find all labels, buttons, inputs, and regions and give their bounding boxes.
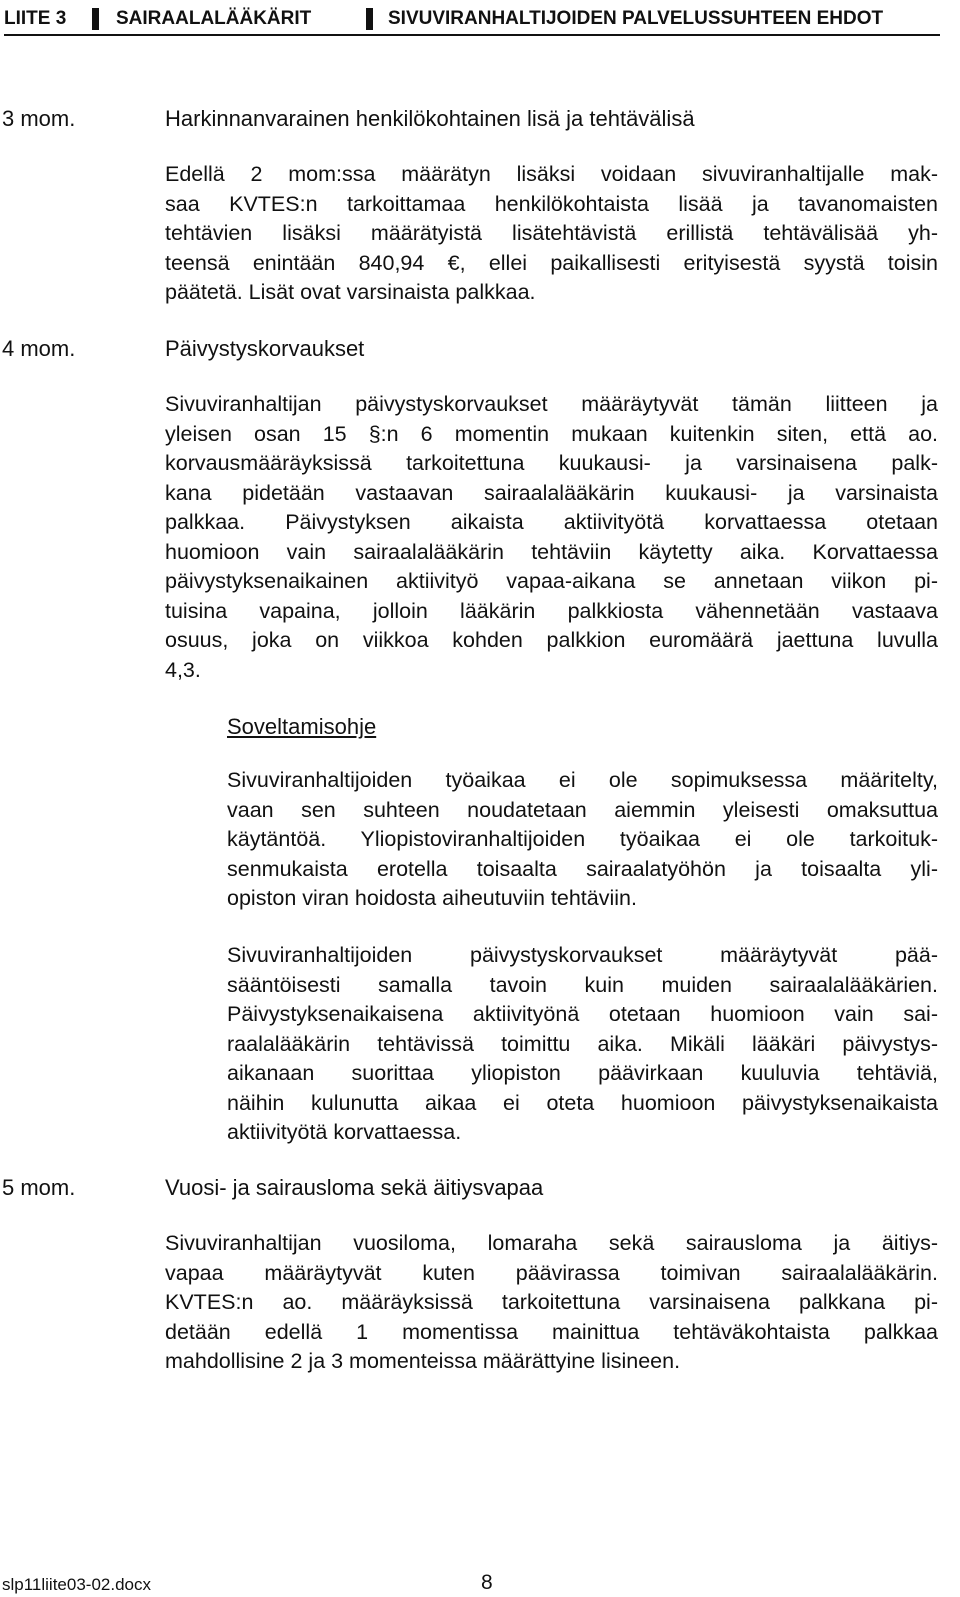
section-heading: Vuosi- ja sairausloma sekä äitiysvapaa <box>165 1175 544 1200</box>
header-separator <box>366 8 373 30</box>
text-line: Sivuviranhaltijoiden työaikaa ei ole sopimuksessa määritelty, <box>227 768 938 792</box>
text-line: yleisen osan 15 §:n 6 momentin mukaan kuitenkin siten, että ao. <box>165 421 938 446</box>
text-line: Päivystyksenaikaisena aktiivityönä otetaan huomioon vain sai- <box>227 1002 938 1026</box>
text-line: tuisina vapaina, jolloin lääkärin palkkiosta vähennetään vastaava <box>165 598 938 623</box>
text-line: aikanaan suorittaa yliopiston päävirkaan kuuluvia tehtäviä, <box>227 1061 938 1085</box>
section-label: 5 mom. <box>2 1175 76 1200</box>
text-line: saa KVTES:n tarkoittamaa henkilökohtaista lisää ja tavanomaisten <box>165 191 938 216</box>
header-title: SIVUVIRANHALTIJOIDEN PALVELUSSUHTEEN EHDOT <box>388 8 884 29</box>
text-line: Edellä 2 mom:ssa määrätyn lisäksi voidaan sivuviranhaltijalle mak- <box>165 162 938 186</box>
text-line: osuus, joka on viikkoa kohden palkkion euromäärä jaettuna luvulla <box>165 628 938 652</box>
text-line: näihin kulunutta aikaa ei oteta huomioon päivystyksenaikaista <box>227 1090 938 1115</box>
text-line: vaan sen suhteen noudatetaan aiemmin yleisesti omaksuttua <box>227 797 938 822</box>
guidance-heading: Soveltamisohje <box>227 714 377 739</box>
text-line: tehtävien lisäksi määrätyistä lisätehtävistä erillistä tehtävälisää yh- <box>165 221 938 245</box>
text-line: palkkaa. Päivystyksen aikaista aktiivityötä korvattaessa otetaan <box>165 510 938 534</box>
paragraph <box>165 1229 938 1377</box>
text-line: Sivuviranhaltijan päivystyskorvaukset määräytyvät tämän liitteen ja <box>165 392 938 416</box>
text-line: raalalääkärin tehtävissä toimittu aika. Mikäli lääkäri päivystys- <box>227 1031 938 1056</box>
paragraph <box>165 160 938 308</box>
text-line: päätetä. Lisät ovat varsinaista palkkaa. <box>165 280 536 304</box>
header-separator <box>92 8 99 30</box>
section-heading: Päivystyskorvaukset <box>165 336 365 361</box>
section-label: 3 mom. <box>2 106 76 131</box>
text-line: 4,3. <box>165 657 201 682</box>
text-line: huomioon vain sairaalalääkärin tehtäviin käytetty aika. Korvattaessa <box>165 539 938 564</box>
text-line: opiston viran hoidosta aiheutuviin tehtäviin. <box>227 886 637 910</box>
text-line: korvausmääräyksissä tarkoitettuna kuukausi- ja varsinaisena palk- <box>165 451 938 475</box>
header-rule <box>4 34 940 36</box>
header-appendix: LIITE 3 <box>4 8 67 29</box>
paragraph <box>165 390 938 685</box>
text-line: KVTES:n ao. määräyksissä tarkoitettuna varsinaisena palkkana pi- <box>165 1290 938 1314</box>
text-line: aktiivityötä korvattaessa. <box>227 1120 462 1144</box>
text-line: kana pidetään vastaavan sairaalalääkärin kuukausi- ja varsinaista <box>165 480 938 505</box>
text-line: käytäntöä. Yliopistoviranhaltijoiden työaikaa ei ole tarkoituk- <box>227 827 938 851</box>
guidance-paragraph <box>227 766 938 914</box>
footer-filename: slp11liite03-02.docx <box>2 1575 151 1594</box>
text-line: Sivuviranhaltijan vuosiloma, lomaraha sekä sairausloma ja äitiys- <box>165 1231 938 1255</box>
text-line: päivystyksenaikainen aktiivityö vapaa-aikana se annetaan viikon pi- <box>165 569 938 593</box>
guidance-paragraph <box>227 941 938 1148</box>
page-header <box>4 4 940 36</box>
section-heading: Harkinnanvarainen henkilökohtainen lisä ja tehtävälisä <box>165 106 695 131</box>
text-line: mahdollisine 2 ja 3 momenteissa määrättyine lisineen. <box>165 1349 681 1373</box>
text-line: sääntöisesti samalla tavoin kuin muiden sairaalalääkärien. <box>227 972 938 997</box>
text-line: detään edellä 1 momentissa mainittua tehtäväkohtaista palkkaa <box>165 1319 938 1344</box>
section-label: 4 mom. <box>2 336 76 361</box>
header-section: SAIRAALALÄÄKÄRIT <box>116 8 312 29</box>
text-line: vapaa määräytyvät kuten päävirassa toimivan sairaalalääkärin. <box>165 1260 938 1285</box>
text-line: senmukaista erotella toisaalta sairaalatyöhön ja toisaalta yli- <box>227 856 938 881</box>
text-line: Sivuviranhaltijoiden päivystyskorvaukset määräytyvät pää- <box>227 943 938 967</box>
text-line: teensä enintään 840,94 €, ellei paikallisesti erityisestä syystä toisin <box>165 250 938 275</box>
footer-page-number: 8 <box>481 1571 493 1594</box>
